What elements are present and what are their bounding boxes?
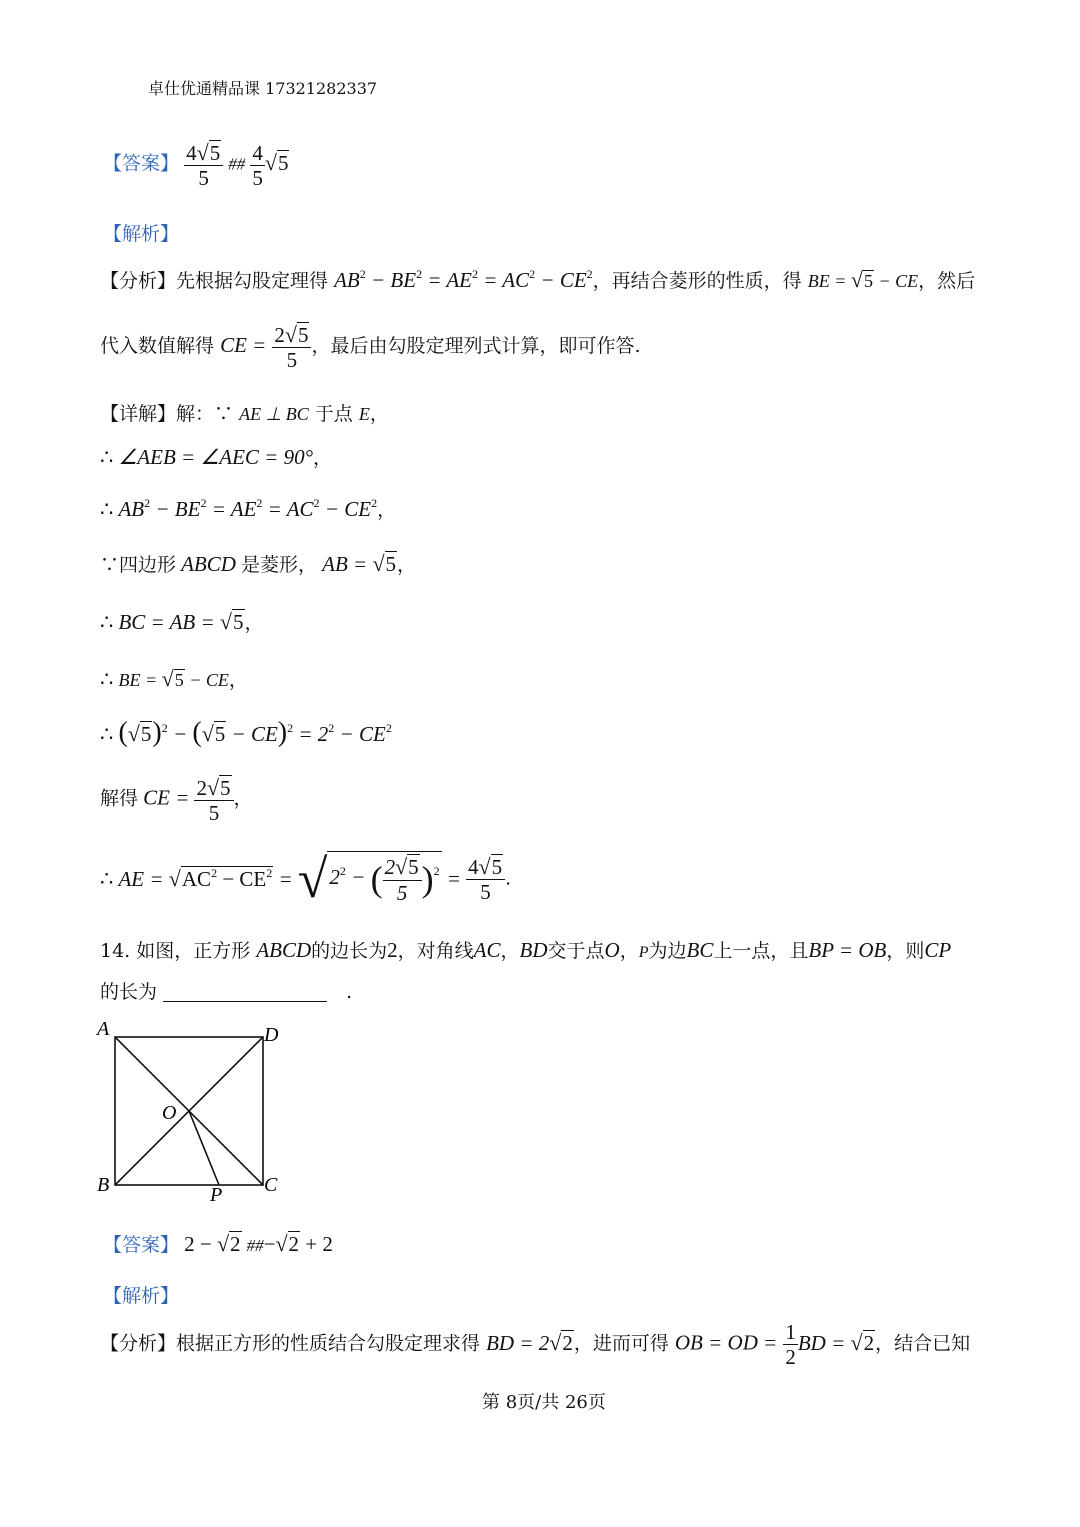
q13-fenxi-line-2 — [100, 322, 641, 372]
q14-stem-line-2: 的长为 . — [100, 981, 353, 1003]
square-figure — [90, 1015, 300, 1210]
q14-stem-7: ，则 — [886, 940, 925, 962]
q13-analysis-tag: 【解析】 — [103, 223, 180, 245]
q13-fenxi-line-1 — [100, 268, 975, 291]
label-b: B — [97, 1174, 110, 1196]
label-p: P — [210, 1184, 223, 1206]
formula-ce-label: CE = — [220, 333, 267, 358]
answer-fraction-2: $\frac{4}{5}$ — [252, 140, 263, 190]
solve-label: 解得 — [100, 787, 139, 810]
label-d: D — [264, 1024, 279, 1046]
q14-stem-8: 的长为 — [100, 981, 158, 1003]
step-bc: ∴ BC = AB = √5， — [100, 609, 264, 634]
fenxi-text-4: 代入数值解得 — [100, 335, 215, 358]
q14-fenxi-line: 【分析】根据正方形的性质结合勾股定理求得 BD = 2√2，进而可得 OB = OD = $\frac{1}{2}$ BD = √2，结合已知 — [100, 1320, 971, 1370]
q13-answer-line: 【答案】 $\frac{4√5}{5}$ ## $\frac{4}{5}$ √5 — [103, 140, 289, 191]
fenxi-text-1: 先根据勾股定理得 — [176, 270, 329, 292]
step-ae: ∴ AE = $√AC^2 - CE^2 = √2^2$ − ( $\frac{2√5}{5}$ )$^2$ = $\frac{4√5}{5}$ . — [100, 849, 512, 909]
q14-stem-3: ，对角线 — [397, 940, 474, 962]
fenxi-text-3: ，然后 — [918, 270, 976, 292]
answer-tag: 【答案】 — [103, 152, 180, 175]
formula-pythag: $AB^2 - BE^2 = AE^2 = AC^2 - CE^2$ — [334, 267, 593, 292]
step-pythag: ∴ $AB^2 - BE^2 = AE^2 = AC^2 - CE^2$， — [100, 496, 397, 521]
detail-text-1: 解：∵ — [176, 403, 234, 425]
segment-op — [189, 1111, 219, 1185]
rhombus-text-2: 是菱形， — [241, 554, 318, 576]
q14-stem-6: 上一点，且 — [713, 940, 809, 962]
step-be: ∴ BE = √5 − CE， — [100, 666, 248, 691]
q14-answer-separator: ## — [246, 1236, 264, 1255]
formula-be: BE = √5 − CE — [807, 267, 919, 292]
fenxi-label: 【分析】 — [100, 270, 177, 292]
step-solve: 解得 CE = $\frac{2√5}{5}$ ， — [100, 775, 253, 826]
answer-fraction-1: $\frac{4√5}{5}$ — [184, 140, 223, 190]
q14-fenxi-text-1: 根据正方形的性质结合勾股定理求得 — [176, 1332, 481, 1355]
step-angle: ∴ ∠AEB = ∠AEC = 90°， — [100, 445, 333, 469]
header-watermark: 卓仕优通精品课 17321282337 — [148, 79, 378, 98]
q13-detail-line: 【详解】解：∵ AE ⊥ BC 于点 E， — [100, 403, 389, 425]
q14-answer-line: 【答案】 2 − √2 ##−√2 + 2 — [103, 1231, 333, 1256]
formula-ce-fraction: $\frac{2√5}{5}$ — [272, 322, 311, 372]
q14-fenxi-label: 【分析】 — [100, 1332, 177, 1355]
q14-answer-tag: 【答案】 — [103, 1234, 180, 1256]
q14-stem-1: 14. 如图，正方形 — [100, 940, 251, 962]
detail-text-1b: 于点 — [314, 403, 353, 425]
label-o: O — [162, 1102, 177, 1124]
detail-label: 【详解】 — [100, 403, 177, 425]
label-a: A — [97, 1018, 110, 1040]
answer-separator: ## — [228, 154, 246, 174]
step-equation: ∴ $(√5)^2 - (√5 - CE)^2 = 2^2 - CE^2$ — [100, 717, 392, 748]
fenxi-text-2: ，再结合菱形的性质，得 — [592, 270, 802, 292]
fenxi-text-5: ，最后由勾股定理列式计算，即可作答. — [311, 335, 641, 358]
q14-fenxi-text-2: ，进而可得 — [573, 1332, 669, 1355]
q14-fenxi-text-3: ，结合已知 — [875, 1332, 971, 1355]
answer-blank — [163, 983, 327, 1002]
q14-stem-line-1: 14. 如图，正方形 ABCD的边长为2，对角线AC，BD交于点O，P为边BC上一点，且BP = OB，则CP — [100, 938, 952, 962]
rhombus-text-1: ∵四边形 — [100, 554, 177, 576]
q14-stem-5: 为边 — [648, 940, 687, 962]
step-rhombus: ∵四边形 ABCD 是菱形， AB = √5， — [100, 551, 417, 576]
q14-analysis-tag: 【解析】 — [103, 1285, 180, 1307]
q14-stem-2: 的边长为 — [311, 940, 388, 962]
label-c: C — [264, 1174, 278, 1196]
q14-stem-4: 交于点 — [547, 940, 605, 962]
page-footer: 第 8页/共 26页 — [482, 1392, 606, 1413]
